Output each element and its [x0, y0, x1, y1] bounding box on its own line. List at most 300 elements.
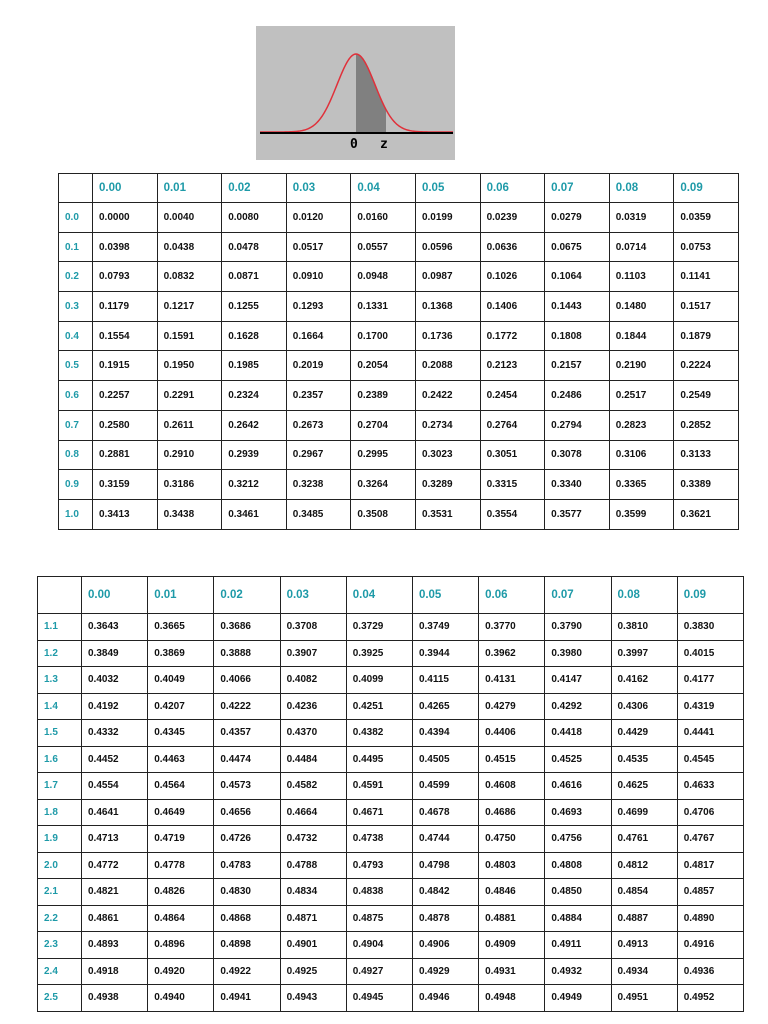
probability-cell: 0.2580: [93, 410, 158, 440]
probability-cell: 0.0160: [351, 203, 416, 233]
probability-cell: 0.1443: [545, 292, 610, 322]
corner-cell: [59, 174, 93, 203]
probability-cell: 0.4864: [148, 905, 214, 932]
z-row-label: 0.8: [59, 440, 93, 470]
table-row: [59, 321, 739, 351]
table-row: [38, 667, 744, 694]
probability-cell: 0.2157: [545, 351, 610, 381]
z-row-label: 2.5: [38, 985, 82, 1012]
probability-cell: 0.3708: [280, 614, 346, 641]
probability-cell: 0.0199: [415, 203, 480, 233]
z-row-label: 1.6: [38, 746, 82, 773]
table-row: [38, 905, 744, 932]
probability-cell: 0.1628: [222, 321, 287, 351]
probability-cell: 0.0438: [157, 232, 222, 262]
column-header: 0.09: [674, 174, 739, 203]
probability-cell: 0.2939: [222, 440, 287, 470]
probability-cell: 0.3599: [609, 499, 674, 529]
probability-cell: 0.1915: [93, 351, 158, 381]
probability-cell: 0.4932: [545, 958, 611, 985]
z-row-label: 0.1: [59, 232, 93, 262]
table-row: [59, 440, 739, 470]
probability-cell: 0.4929: [412, 958, 478, 985]
probability-cell: 0.2734: [415, 410, 480, 440]
column-header: 0.09: [677, 577, 743, 614]
probability-cell: 0.2454: [480, 381, 545, 411]
probability-cell: 0.2642: [222, 410, 287, 440]
probability-cell: 0.2704: [351, 410, 416, 440]
probability-cell: 0.1179: [93, 292, 158, 322]
probability-cell: 0.4608: [479, 773, 545, 800]
probability-cell: 0.3289: [415, 470, 480, 500]
probability-cell: 0.4306: [611, 693, 677, 720]
column-header: 0.00: [93, 174, 158, 203]
probability-cell: 0.1664: [286, 321, 351, 351]
probability-cell: 0.4767: [677, 826, 743, 853]
probability-cell: 0.4693: [545, 799, 611, 826]
column-header: 0.07: [545, 174, 610, 203]
probability-cell: 0.4452: [82, 746, 148, 773]
probability-cell: 0.2967: [286, 440, 351, 470]
probability-cell: 0.4131: [479, 667, 545, 694]
probability-cell: 0.4406: [479, 720, 545, 747]
probability-cell: 0.4744: [412, 826, 478, 853]
probability-cell: 0.4192: [82, 693, 148, 720]
probability-cell: 0.4948: [479, 985, 545, 1012]
probability-cell: 0.4678: [412, 799, 478, 826]
probability-cell: 0.4177: [677, 667, 743, 694]
probability-cell: 0.1480: [609, 292, 674, 322]
probability-cell: 0.2794: [545, 410, 610, 440]
probability-cell: 0.4778: [148, 852, 214, 879]
probability-cell: 0.4719: [148, 826, 214, 853]
probability-cell: 0.4738: [346, 826, 412, 853]
probability-cell: 0.3849: [82, 640, 148, 667]
probability-cell: 0.4505: [412, 746, 478, 773]
column-header: 0.00: [82, 577, 148, 614]
probability-cell: 0.4949: [545, 985, 611, 1012]
probability-cell: 0.4857: [677, 879, 743, 906]
probability-cell: 0.4049: [148, 667, 214, 694]
probability-cell: 0.1808: [545, 321, 610, 351]
probability-cell: 0.4429: [611, 720, 677, 747]
probability-cell: 0.4817: [677, 852, 743, 879]
probability-cell: 0.0239: [480, 203, 545, 233]
probability-cell: 0.2910: [157, 440, 222, 470]
z-row-label: 1.3: [38, 667, 82, 694]
probability-cell: 0.3665: [148, 614, 214, 641]
probability-cell: 0.4911: [545, 932, 611, 959]
probability-cell: 0.4906: [412, 932, 478, 959]
probability-cell: 0.4884: [545, 905, 611, 932]
probability-cell: 0.3810: [611, 614, 677, 641]
z-row-label: 2.4: [38, 958, 82, 985]
probability-cell: 0.4920: [148, 958, 214, 985]
table-row: [59, 292, 739, 322]
normal-curve-figure: [256, 26, 455, 160]
probability-cell: 0.3997: [611, 640, 677, 667]
probability-cell: 0.3023: [415, 440, 480, 470]
probability-cell: 0.4826: [148, 879, 214, 906]
column-header: 0.02: [222, 174, 287, 203]
z-row-label: 1.7: [38, 773, 82, 800]
probability-cell: 0.0910: [286, 262, 351, 292]
probability-cell: 0.4931: [479, 958, 545, 985]
probability-cell: 0.4834: [280, 879, 346, 906]
probability-cell: 0.0987: [415, 262, 480, 292]
probability-cell: 0.4952: [677, 985, 743, 1012]
z-row-label: 2.2: [38, 905, 82, 932]
probability-cell: 0.0319: [609, 203, 674, 233]
probability-cell: 0.4525: [545, 746, 611, 773]
column-header: 0.07: [545, 577, 611, 614]
table-row: [38, 693, 744, 720]
probability-cell: 0.0080: [222, 203, 287, 233]
z-row-label: 0.4: [59, 321, 93, 351]
probability-cell: 0.4756: [545, 826, 611, 853]
probability-cell: 0.4515: [479, 746, 545, 773]
z-row-label: 1.2: [38, 640, 82, 667]
probability-cell: 0.4382: [346, 720, 412, 747]
zero-label: 0: [350, 137, 358, 152]
probability-cell: 0.4015: [677, 640, 743, 667]
probability-cell: 0.0596: [415, 232, 480, 262]
z-row-label: 1.0: [59, 499, 93, 529]
probability-cell: 0.3531: [415, 499, 480, 529]
z-row-label: 1.8: [38, 799, 82, 826]
probability-cell: 0.4686: [479, 799, 545, 826]
probability-cell: 0.4357: [214, 720, 280, 747]
probability-cell: 0.3980: [545, 640, 611, 667]
table-row: [59, 381, 739, 411]
probability-cell: 0.4564: [148, 773, 214, 800]
probability-cell: 0.0398: [93, 232, 158, 262]
table-row: [59, 203, 739, 233]
probability-cell: 0.4896: [148, 932, 214, 959]
probability-cell: 0.3264: [351, 470, 416, 500]
column-header: 0.02: [214, 577, 280, 614]
probability-cell: 0.4941: [214, 985, 280, 1012]
probability-cell: 0.4838: [346, 879, 412, 906]
table-row: [59, 232, 739, 262]
shaded-area: [356, 54, 386, 132]
z-label: z: [380, 137, 388, 152]
probability-cell: 0.2190: [609, 351, 674, 381]
probability-cell: 0.1700: [351, 321, 416, 351]
probability-cell: 0.4918: [82, 958, 148, 985]
probability-cell: 0.1103: [609, 262, 674, 292]
probability-cell: 0.4913: [611, 932, 677, 959]
probability-cell: 0.4292: [545, 693, 611, 720]
probability-cell: 0.1591: [157, 321, 222, 351]
table-row: [38, 640, 744, 667]
probability-cell: 0.0517: [286, 232, 351, 262]
probability-cell: 0.4881: [479, 905, 545, 932]
probability-cell: 0.4147: [545, 667, 611, 694]
probability-cell: 0.4713: [82, 826, 148, 853]
z-row-label: 0.0: [59, 203, 93, 233]
probability-cell: 0.4032: [82, 667, 148, 694]
probability-cell: 0.4803: [479, 852, 545, 879]
z-row-label: 2.3: [38, 932, 82, 959]
probability-cell: 0.4732: [280, 826, 346, 853]
probability-cell: 0.3508: [351, 499, 416, 529]
probability-cell: 0.4951: [611, 985, 677, 1012]
table-row: [59, 470, 739, 500]
probability-cell: 0.0040: [157, 203, 222, 233]
probability-cell: 0.4394: [412, 720, 478, 747]
probability-cell: 0.3315: [480, 470, 545, 500]
probability-cell: 0.3212: [222, 470, 287, 500]
probability-cell: 0.4916: [677, 932, 743, 959]
probability-cell: 0.4656: [214, 799, 280, 826]
probability-cell: 0.0753: [674, 232, 739, 262]
probability-cell: 0.2549: [674, 381, 739, 411]
probability-cell: 0.1517: [674, 292, 739, 322]
probability-cell: 0.3554: [480, 499, 545, 529]
z-row-label: 0.7: [59, 410, 93, 440]
probability-cell: 0.4236: [280, 693, 346, 720]
probability-cell: 0.4922: [214, 958, 280, 985]
probability-cell: 0.4909: [479, 932, 545, 959]
table-row: [38, 852, 744, 879]
probability-cell: 0.4463: [148, 746, 214, 773]
column-header: 0.04: [346, 577, 412, 614]
corner-cell: [38, 577, 82, 614]
probability-cell: 0.4936: [677, 958, 743, 985]
probability-cell: 0.4641: [82, 799, 148, 826]
probability-cell: 0.4726: [214, 826, 280, 853]
probability-cell: 0.1406: [480, 292, 545, 322]
probability-cell: 0.4319: [677, 693, 743, 720]
probability-cell: 0.4927: [346, 958, 412, 985]
probability-cell: 0.4750: [479, 826, 545, 853]
probability-cell: 0.4868: [214, 905, 280, 932]
probability-cell: 0.3944: [412, 640, 478, 667]
column-header: 0.01: [148, 577, 214, 614]
probability-cell: 0.4842: [412, 879, 478, 906]
probability-cell: 0.2123: [480, 351, 545, 381]
probability-cell: 0.3365: [609, 470, 674, 500]
probability-cell: 0.2881: [93, 440, 158, 470]
probability-cell: 0.2486: [545, 381, 610, 411]
probability-cell: 0.3461: [222, 499, 287, 529]
probability-cell: 0.4484: [280, 746, 346, 773]
probability-cell: 0.2517: [609, 381, 674, 411]
column-header: 0.08: [609, 174, 674, 203]
probability-cell: 0.0478: [222, 232, 287, 262]
column-header: 0.03: [280, 577, 346, 614]
table-row: [59, 262, 739, 292]
table-row: [38, 958, 744, 985]
probability-cell: 0.4854: [611, 879, 677, 906]
header-row: [59, 174, 739, 203]
z-row-label: 0.6: [59, 381, 93, 411]
probability-cell: 0.3133: [674, 440, 739, 470]
probability-cell: 0.4812: [611, 852, 677, 879]
z-row-label: 1.5: [38, 720, 82, 747]
probability-cell: 0.1293: [286, 292, 351, 322]
probability-cell: 0.0871: [222, 262, 287, 292]
probability-cell: 0.0557: [351, 232, 416, 262]
probability-cell: 0.4222: [214, 693, 280, 720]
probability-cell: 0.4943: [280, 985, 346, 1012]
probability-cell: 0.4940: [148, 985, 214, 1012]
probability-cell: 0.4901: [280, 932, 346, 959]
probability-cell: 0.3770: [479, 614, 545, 641]
probability-cell: 0.4945: [346, 985, 412, 1012]
probability-cell: 0.2324: [222, 381, 287, 411]
probability-cell: 0.1331: [351, 292, 416, 322]
probability-cell: 0.1368: [415, 292, 480, 322]
probability-cell: 0.3621: [674, 499, 739, 529]
probability-cell: 0.4861: [82, 905, 148, 932]
probability-cell: 0.4671: [346, 799, 412, 826]
probability-cell: 0.2611: [157, 410, 222, 440]
probability-cell: 0.4279: [479, 693, 545, 720]
probability-cell: 0.4207: [148, 693, 214, 720]
probability-cell: 0.3643: [82, 614, 148, 641]
probability-cell: 0.3729: [346, 614, 412, 641]
probability-cell: 0.3790: [545, 614, 611, 641]
probability-cell: 0.4535: [611, 746, 677, 773]
probability-cell: 0.4946: [412, 985, 478, 1012]
probability-cell: 0.2995: [351, 440, 416, 470]
probability-cell: 0.0793: [93, 262, 158, 292]
probability-cell: 0.4418: [545, 720, 611, 747]
probability-cell: 0.4099: [346, 667, 412, 694]
probability-cell: 0.4898: [214, 932, 280, 959]
probability-cell: 0.3078: [545, 440, 610, 470]
probability-cell: 0.4934: [611, 958, 677, 985]
z-row-label: 1.9: [38, 826, 82, 853]
probability-cell: 0.3907: [280, 640, 346, 667]
probability-cell: 0.1217: [157, 292, 222, 322]
probability-cell: 0.4265: [412, 693, 478, 720]
probability-cell: 0.2054: [351, 351, 416, 381]
column-header: 0.08: [611, 577, 677, 614]
probability-cell: 0.3413: [93, 499, 158, 529]
z-table-part-2: [37, 576, 744, 1012]
z-row-label: 1.1: [38, 614, 82, 641]
probability-cell: 0.4474: [214, 746, 280, 773]
probability-cell: 0.2764: [480, 410, 545, 440]
probability-cell: 0.3830: [677, 614, 743, 641]
probability-cell: 0.4783: [214, 852, 280, 879]
probability-cell: 0.4925: [280, 958, 346, 985]
probability-cell: 0.4871: [280, 905, 346, 932]
probability-cell: 0.0279: [545, 203, 610, 233]
probability-cell: 0.4370: [280, 720, 346, 747]
probability-cell: 0.4664: [280, 799, 346, 826]
probability-cell: 0.4554: [82, 773, 148, 800]
probability-cell: 0.0636: [480, 232, 545, 262]
probability-cell: 0.3106: [609, 440, 674, 470]
probability-cell: 0.1879: [674, 321, 739, 351]
z-row-label: 1.4: [38, 693, 82, 720]
probability-cell: 0.3389: [674, 470, 739, 500]
probability-cell: 0.4625: [611, 773, 677, 800]
column-header: 0.05: [412, 577, 478, 614]
probability-cell: 0.4893: [82, 932, 148, 959]
z-row-label: 0.9: [59, 470, 93, 500]
probability-cell: 0.1844: [609, 321, 674, 351]
probability-cell: 0.3051: [480, 440, 545, 470]
probability-cell: 0.4772: [82, 852, 148, 879]
probability-cell: 0.0948: [351, 262, 416, 292]
probability-cell: 0.3577: [545, 499, 610, 529]
probability-cell: 0.4830: [214, 879, 280, 906]
probability-cell: 0.4616: [545, 773, 611, 800]
probability-cell: 0.4887: [611, 905, 677, 932]
probability-cell: 0.2823: [609, 410, 674, 440]
table-row: [38, 799, 744, 826]
probability-cell: 0.4798: [412, 852, 478, 879]
probability-cell: 0.0675: [545, 232, 610, 262]
probability-cell: 0.4495: [346, 746, 412, 773]
probability-cell: 0.4573: [214, 773, 280, 800]
probability-cell: 0.1064: [545, 262, 610, 292]
probability-cell: 0.2257: [93, 381, 158, 411]
probability-cell: 0.4591: [346, 773, 412, 800]
probability-cell: 0.4938: [82, 985, 148, 1012]
probability-cell: 0.4904: [346, 932, 412, 959]
probability-cell: 0.2389: [351, 381, 416, 411]
table-row: [38, 720, 744, 747]
probability-cell: 0.0120: [286, 203, 351, 233]
table-row: [38, 879, 744, 906]
table-row: [59, 499, 739, 529]
probability-cell: 0.3686: [214, 614, 280, 641]
probability-cell: 0.3340: [545, 470, 610, 500]
probability-cell: 0.3186: [157, 470, 222, 500]
table-row: [59, 410, 739, 440]
probability-cell: 0.1772: [480, 321, 545, 351]
probability-cell: 0.4066: [214, 667, 280, 694]
probability-cell: 0.2673: [286, 410, 351, 440]
probability-cell: 0.3749: [412, 614, 478, 641]
probability-cell: 0.4332: [82, 720, 148, 747]
table-row: [38, 773, 744, 800]
probability-cell: 0.4251: [346, 693, 412, 720]
probability-cell: 0.4582: [280, 773, 346, 800]
probability-cell: 0.4599: [412, 773, 478, 800]
table-row: [59, 351, 739, 381]
column-header: 0.04: [351, 174, 416, 203]
table-row: [38, 614, 744, 641]
z-row-label: 2.1: [38, 879, 82, 906]
probability-cell: 0.1554: [93, 321, 158, 351]
column-header: 0.05: [415, 174, 480, 203]
probability-cell: 0.4441: [677, 720, 743, 747]
header-row: [38, 577, 744, 614]
probability-cell: 0.4649: [148, 799, 214, 826]
table-row: [38, 826, 744, 853]
probability-cell: 0.2088: [415, 351, 480, 381]
probability-cell: 0.2422: [415, 381, 480, 411]
z-row-label: 0.2: [59, 262, 93, 292]
probability-cell: 0.0359: [674, 203, 739, 233]
probability-cell: 0.4846: [479, 879, 545, 906]
probability-cell: 0.4082: [280, 667, 346, 694]
probability-cell: 0.4788: [280, 852, 346, 879]
column-header: 0.06: [479, 577, 545, 614]
probability-cell: 0.2019: [286, 351, 351, 381]
probability-cell: 0.1026: [480, 262, 545, 292]
probability-cell: 0.4793: [346, 852, 412, 879]
probability-cell: 0.1736: [415, 321, 480, 351]
probability-cell: 0.3159: [93, 470, 158, 500]
